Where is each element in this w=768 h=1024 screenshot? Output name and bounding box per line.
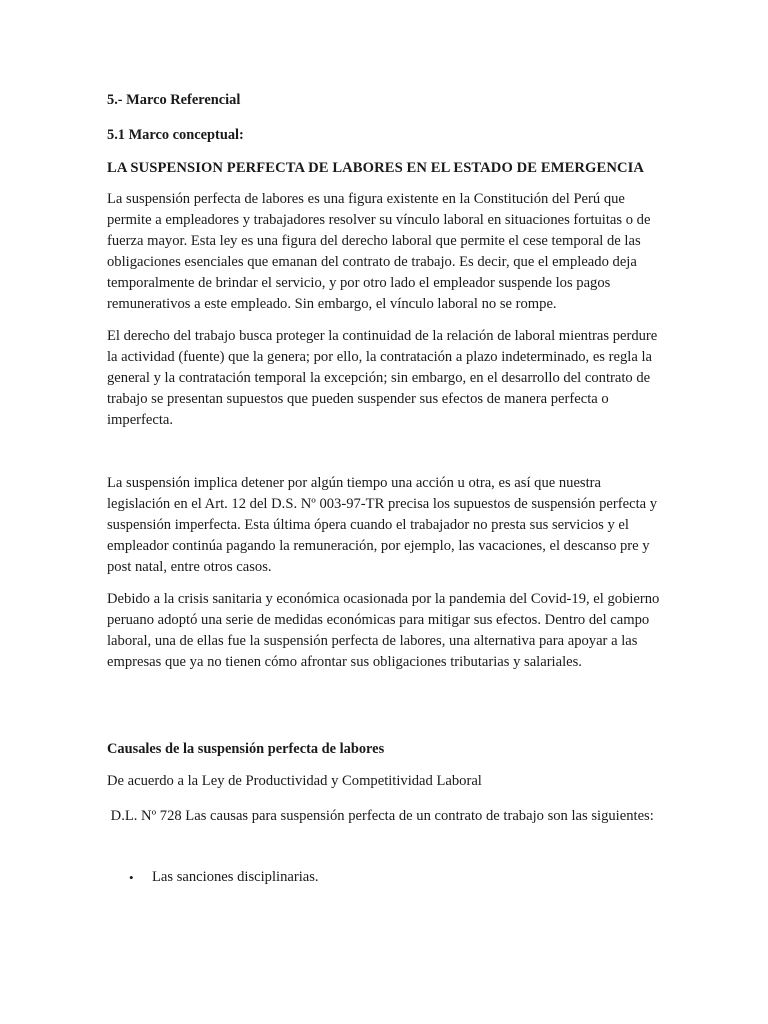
paragraph-continuity: El derecho del trabajo busca proteger la continuidad de la relación de laboral mientras perdure la actividad (fuente) que la genera; por ello, la contratación a plazo indeterminado, es regla la general y la contratación temporal la excepción; sin embargo, en el desarrollo del contrato de trabajo se presentan supuestos que pueden suspender sus efectos de manera perfecta o imperfecta. xyxy=(107,328,658,428)
list-item-text: Las sanciones disciplinarias. xyxy=(152,869,319,885)
paragraph-definition: La suspensión perfecta de labores es una figura existente en la Constitución del Perú que permite a empleadores y trabajadores resolver su vínculo laboral en situaciones fortuitas o de fuerza mayor. Esta ley es una figura del derecho laboral que permite el cese temporal de las obligaciones esenciales que emanan del contrato de trabajo. Es decir, que el empleado deja temporalmente de brindar el servicio, y por otro lado el empleador suspende los pagos remunerativos a este empleado. Sin embargo, el vínculo laboral no se rompe. xyxy=(107,191,651,312)
causales-list xyxy=(107,867,667,888)
section-heading: 5.- Marco Referencial xyxy=(107,92,241,108)
document-title: LA SUSPENSION PERFECTA DE LABORES EN EL ESTADO DE EMERGENCIA xyxy=(107,160,645,176)
paragraph-suspension-types: La suspensión implica detener por algún tiempo una acción u otra, es así que nuestra legislación en el Art. 12 del D.S. Nº 003-97-TR precisa los supuestos de suspensión perfecta y suspensión imperfecta. Esta última ópera cuando el trabajador no presta sus servicios y el empleador continúa pagando la remuneración, por ejemplo, las vacaciones, el descanso pre y post natal, entre otros casos. xyxy=(107,475,658,575)
bullet-icon: • xyxy=(129,870,134,885)
causales-intro: De acuerdo a la Ley de Productividad y Competitividad Laboral xyxy=(107,773,482,789)
causales-law-reference: D.L. Nº 728 Las causas para suspensión perfecta de un contrato de trabajo son las siguientes: xyxy=(107,808,654,824)
subsection-heading: 5.1 Marco conceptual: xyxy=(107,127,244,143)
paragraph-covid-measures: Debido a la crisis sanitaria y económica ocasionada por la pandemia del Covid-19, el gobierno peruano adoptó una serie de medidas económicas para mitigar sus efectos. Dentro del campo laboral, una de ellas fue la suspensión perfecta de labores, una alternativa para apoyar a las empresas que ya no tienen cómo afrontar sus obligaciones tributarias y salariales. xyxy=(107,591,660,670)
list-item xyxy=(107,867,667,888)
causales-heading: Causales de la suspensión perfecta de labores xyxy=(107,741,385,757)
